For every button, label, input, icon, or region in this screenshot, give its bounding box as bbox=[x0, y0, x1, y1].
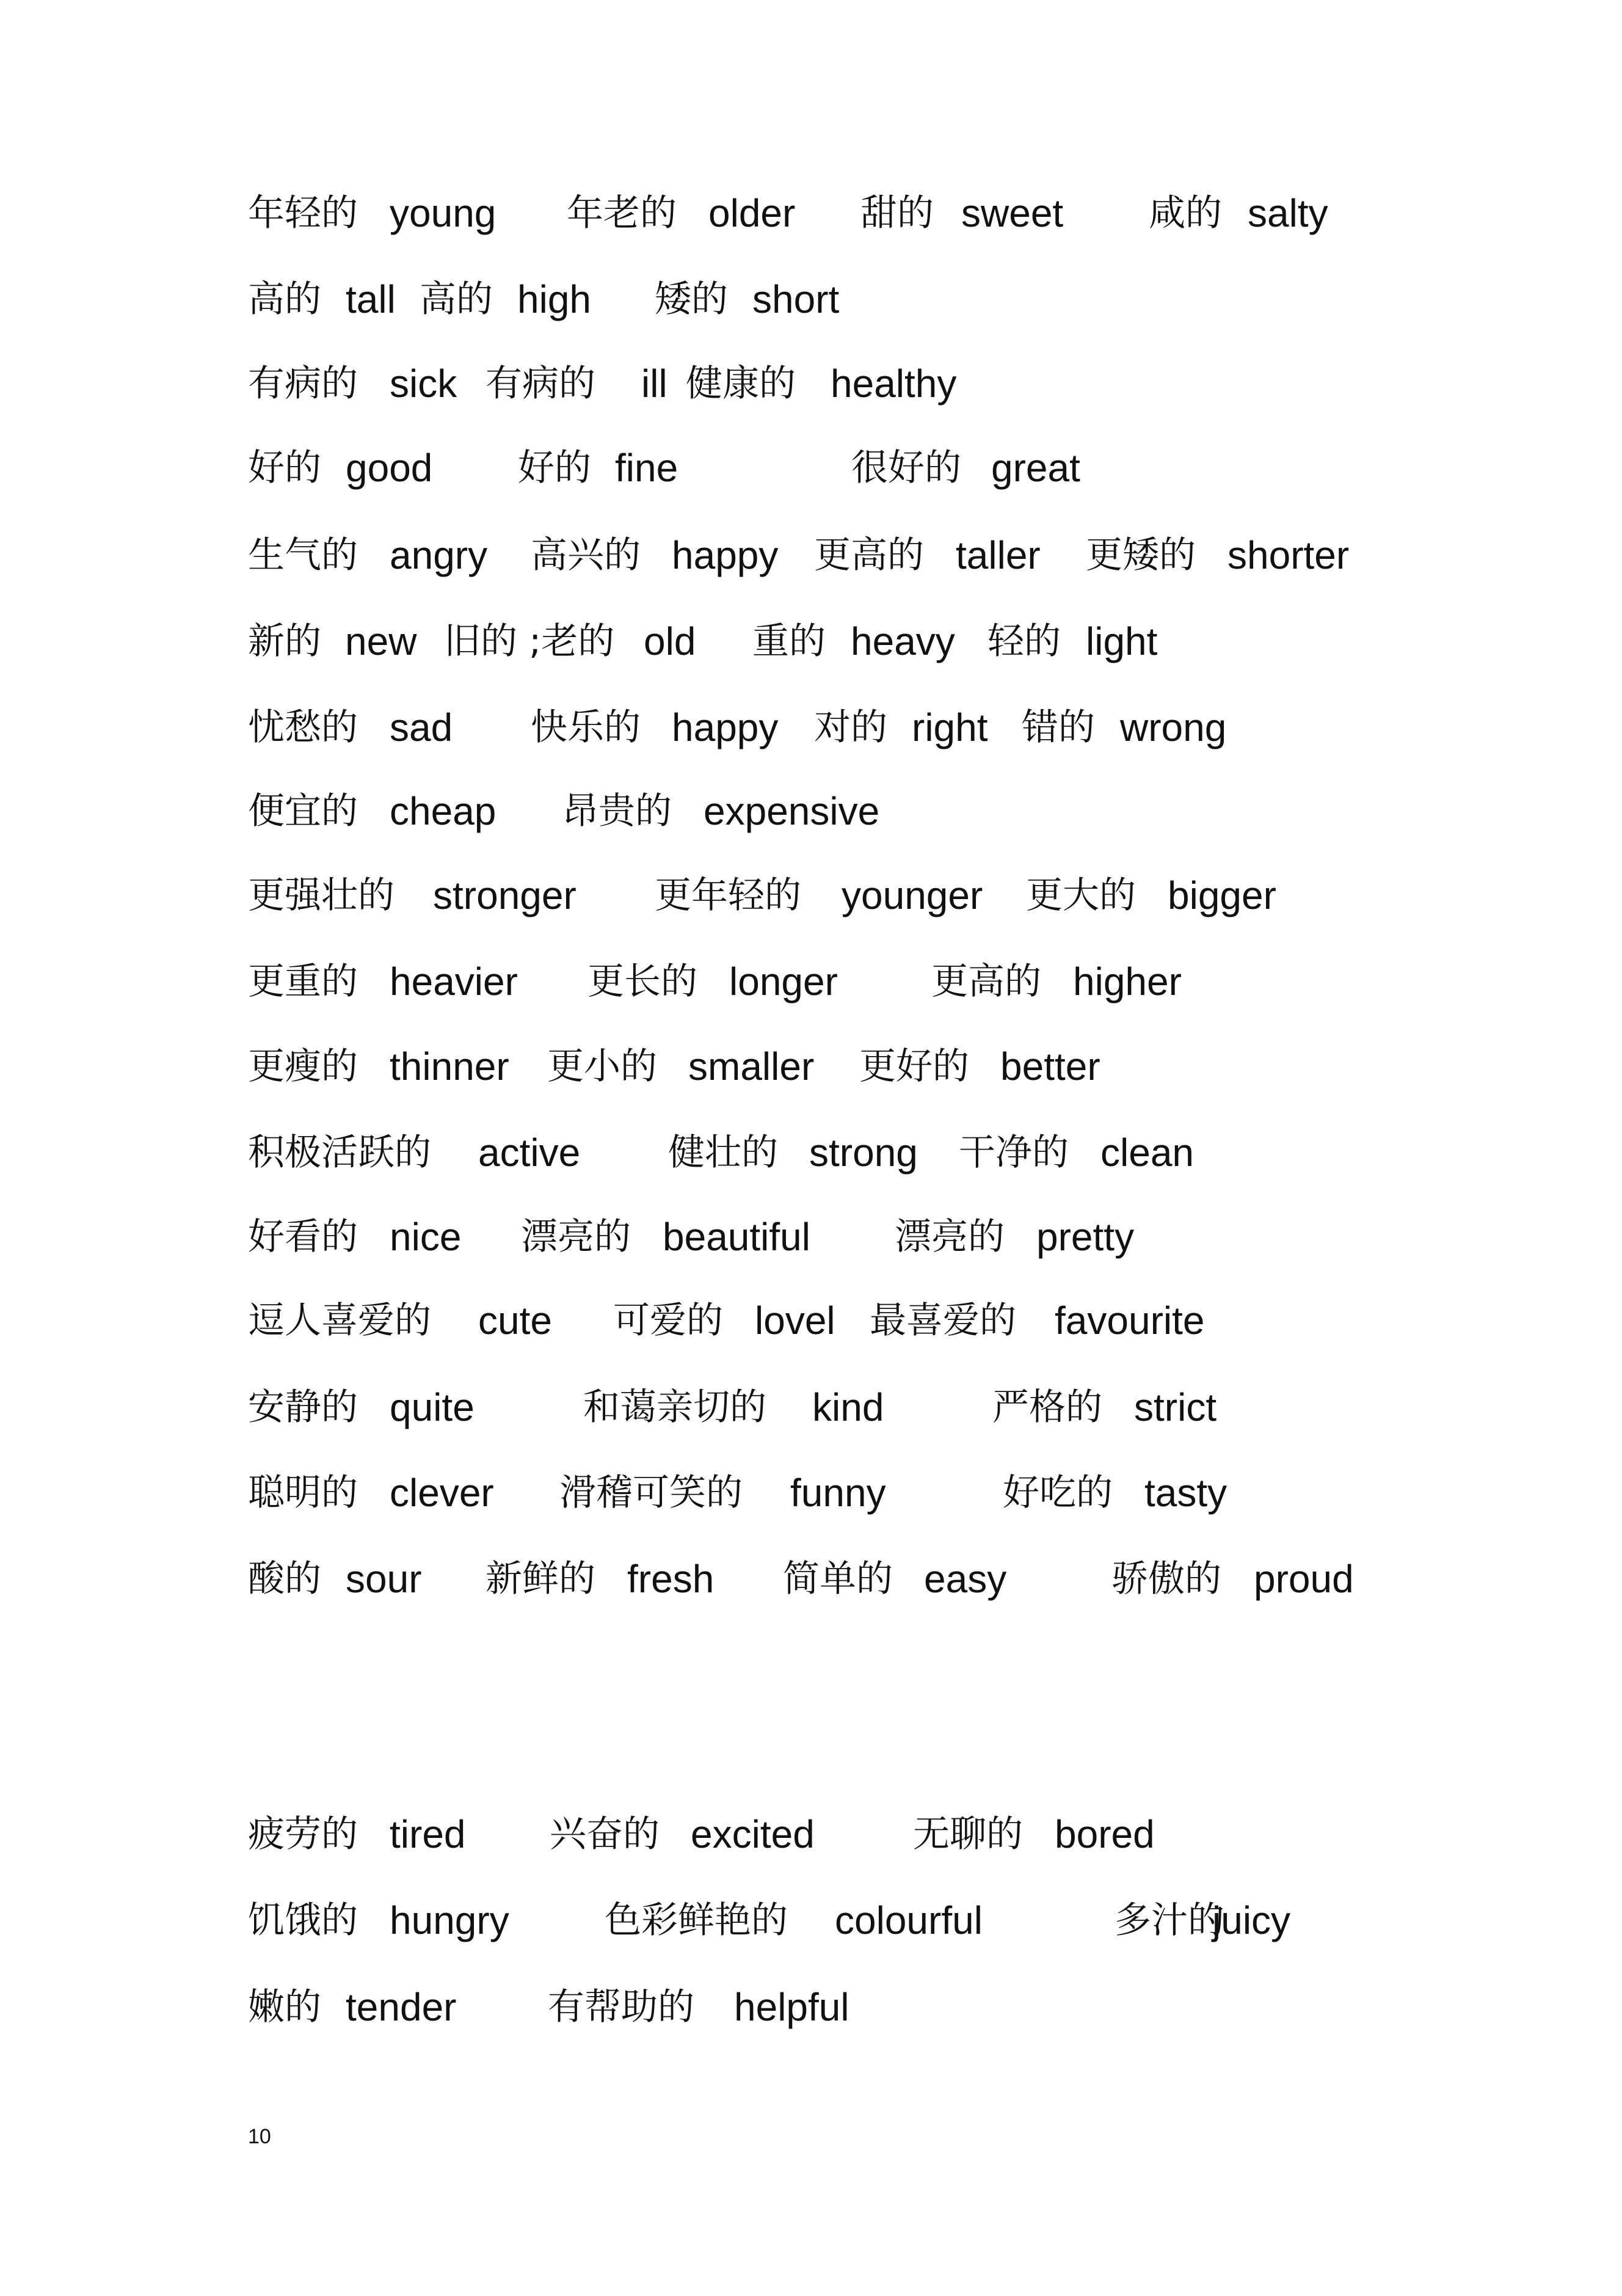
english-word: salty bbox=[1248, 191, 1328, 235]
chinese-word: 严格的 bbox=[992, 1386, 1102, 1429]
vocab-line bbox=[0, 525, 1622, 586]
chinese-word: 便宜的 bbox=[248, 790, 358, 833]
english-word: new bbox=[345, 619, 417, 663]
chinese-word: 忧愁的 bbox=[248, 706, 358, 749]
english-word: happy bbox=[672, 705, 779, 749]
chinese-word: 色彩鲜艳的 bbox=[605, 1899, 788, 1942]
chinese-word: 错的 bbox=[1022, 706, 1095, 749]
english-word: expensive bbox=[704, 789, 880, 833]
chinese-word: 无聊的 bbox=[913, 1813, 1023, 1856]
chinese-word: 重的 bbox=[752, 620, 826, 663]
chinese-word: 和蔼亲切的 bbox=[583, 1386, 766, 1429]
chinese-word: 酸的 bbox=[248, 1558, 321, 1600]
english-word: bigger bbox=[1168, 873, 1276, 917]
vocab-line bbox=[0, 1377, 1622, 1438]
vocab-line bbox=[0, 951, 1622, 1012]
vocab-line bbox=[0, 697, 1622, 758]
chinese-word: 逗人喜爱的 bbox=[248, 1299, 431, 1342]
english-word: older bbox=[708, 191, 796, 235]
chinese-word: 嫩的 bbox=[248, 1986, 321, 2028]
english-word: short bbox=[752, 277, 840, 321]
english-word: pretty bbox=[1036, 1215, 1135, 1259]
chinese-word: 好的 bbox=[518, 446, 591, 489]
english-word: bored bbox=[1055, 1812, 1155, 1856]
chinese-word: 饥饿的 bbox=[248, 1899, 358, 1942]
english-word: excited bbox=[691, 1812, 815, 1856]
chinese-word: 兴奋的 bbox=[550, 1813, 660, 1856]
chinese-word: 好吃的 bbox=[1003, 1471, 1113, 1514]
english-word: fine bbox=[615, 446, 678, 490]
vocab-line bbox=[0, 1462, 1622, 1523]
chinese-word: 漂亮的 bbox=[521, 1215, 631, 1258]
english-word: fresh bbox=[627, 1557, 715, 1601]
english-word: proud bbox=[1254, 1557, 1354, 1601]
english-word: nice bbox=[390, 1215, 462, 1259]
chinese-word: 快乐的 bbox=[531, 706, 641, 749]
english-word: better bbox=[1000, 1044, 1100, 1088]
chinese-word: 滑稽可笑的 bbox=[559, 1471, 743, 1514]
chinese-word: 新鲜的 bbox=[486, 1558, 595, 1600]
vocab-line bbox=[0, 1036, 1622, 1097]
chinese-word: 好的 bbox=[248, 446, 321, 489]
vocab-line bbox=[0, 437, 1622, 498]
chinese-word: 更小的 bbox=[547, 1045, 657, 1088]
english-word: kind bbox=[812, 1385, 884, 1429]
english-word: young bbox=[390, 191, 496, 235]
chinese-word: 骄傲的 bbox=[1111, 1558, 1221, 1600]
english-word: cheap bbox=[390, 789, 496, 833]
english-word: easy bbox=[924, 1557, 1007, 1601]
english-word: sick bbox=[390, 362, 457, 406]
english-word: high bbox=[517, 277, 591, 321]
vocab-line bbox=[0, 1890, 1622, 1951]
english-word: great bbox=[991, 446, 1080, 490]
chinese-word: 干净的 bbox=[959, 1131, 1069, 1174]
english-word: cute bbox=[478, 1299, 552, 1343]
english-word: heavier bbox=[390, 960, 518, 1004]
english-word: tired bbox=[390, 1812, 466, 1856]
english-word: sweet bbox=[961, 191, 1064, 235]
chinese-word: 新的 bbox=[248, 620, 321, 663]
chinese-word: 高的 bbox=[420, 278, 493, 321]
english-word: funny bbox=[790, 1471, 886, 1515]
chinese-word: 更长的 bbox=[587, 960, 697, 1003]
english-word: quite bbox=[390, 1385, 475, 1429]
english-word: strong bbox=[809, 1131, 918, 1175]
chinese-word: 很好的 bbox=[851, 446, 961, 489]
chinese-word: 更高的 bbox=[931, 960, 1041, 1003]
english-word: sour bbox=[346, 1557, 422, 1601]
english-word: old bbox=[644, 619, 696, 663]
english-word: good bbox=[346, 446, 433, 490]
chinese-word: 有病的 bbox=[486, 362, 595, 405]
english-word: ill bbox=[641, 362, 667, 406]
vocab-line bbox=[0, 611, 1622, 672]
chinese-word: 甜的 bbox=[860, 192, 934, 235]
vocab-line bbox=[0, 781, 1622, 842]
chinese-word: 健康的 bbox=[686, 362, 796, 405]
chinese-word: 疲劳的 bbox=[248, 1813, 358, 1856]
vocab-line bbox=[0, 1804, 1622, 1865]
chinese-word: 好看的 bbox=[248, 1215, 358, 1258]
chinese-word: 矮的 bbox=[655, 278, 728, 321]
chinese-word: 聪明的 bbox=[248, 1471, 358, 1514]
english-word: clever bbox=[390, 1471, 494, 1515]
page-number: 10 bbox=[248, 2125, 271, 2148]
english-word: right bbox=[912, 705, 988, 749]
english-word: tall bbox=[346, 277, 396, 321]
chinese-word: 有帮助的 bbox=[548, 1986, 694, 2028]
vocab-line bbox=[0, 1548, 1622, 1609]
english-word: angry bbox=[390, 533, 488, 577]
chinese-word: 生气的 bbox=[248, 534, 358, 577]
english-word: hungry bbox=[390, 1898, 509, 1942]
chinese-word: 更瘦的 bbox=[248, 1045, 358, 1088]
english-word: tender bbox=[346, 1985, 457, 2029]
english-word: clean bbox=[1100, 1131, 1194, 1175]
vocab-line bbox=[0, 865, 1622, 926]
english-word: tasty bbox=[1144, 1471, 1227, 1515]
english-word: favourite bbox=[1055, 1299, 1205, 1343]
english-word: higher bbox=[1073, 960, 1182, 1004]
vocab-line bbox=[0, 1977, 1622, 2038]
chinese-word: 更强壮的 bbox=[248, 874, 395, 917]
chinese-word: 多汁的 bbox=[1115, 1899, 1224, 1942]
chinese-word: 安静的 bbox=[248, 1386, 358, 1429]
chinese-word: 年轻的 bbox=[248, 192, 358, 235]
english-word: active bbox=[478, 1131, 581, 1175]
vocab-line bbox=[0, 1122, 1622, 1183]
chinese-word: 高的 bbox=[248, 278, 321, 321]
english-word: happy bbox=[672, 533, 779, 577]
english-word: thinner bbox=[390, 1044, 509, 1088]
vocab-line bbox=[0, 1290, 1622, 1351]
chinese-word: 有病的 bbox=[248, 362, 358, 405]
english-word: heavy bbox=[851, 619, 955, 663]
chinese-word: 咸的 bbox=[1149, 192, 1222, 235]
vocab-line bbox=[0, 183, 1622, 244]
english-word: sad bbox=[390, 705, 453, 749]
chinese-word: 高兴的 bbox=[531, 534, 641, 577]
chinese-word: 昂贵的 bbox=[562, 790, 672, 833]
english-word: helpful bbox=[734, 1985, 849, 2029]
english-word: colourful bbox=[835, 1898, 983, 1942]
chinese-word: 漂亮的 bbox=[895, 1215, 1005, 1258]
chinese-word: 轻的 bbox=[987, 620, 1061, 663]
english-word: light bbox=[1086, 619, 1158, 663]
chinese-word: 更大的 bbox=[1026, 874, 1136, 917]
english-word: longer bbox=[729, 960, 838, 1004]
chinese-word: 可爱的 bbox=[613, 1299, 723, 1342]
english-word: lovel bbox=[755, 1299, 835, 1343]
chinese-word: 年老的 bbox=[567, 192, 677, 235]
vocab-line bbox=[0, 1206, 1622, 1267]
chinese-word: 更年轻的 bbox=[655, 874, 801, 917]
english-word: taller bbox=[956, 533, 1041, 577]
english-word: shorter bbox=[1227, 533, 1350, 577]
english-word: juicy bbox=[1212, 1898, 1291, 1942]
chinese-word: 旧的 ;老的 bbox=[444, 620, 615, 663]
chinese-word: 对的 bbox=[814, 706, 887, 749]
english-word: wrong bbox=[1120, 705, 1227, 749]
english-word: strict bbox=[1134, 1385, 1217, 1429]
chinese-word: 积极活跃的 bbox=[248, 1131, 431, 1174]
chinese-word: 简单的 bbox=[783, 1558, 893, 1600]
chinese-word: 更重的 bbox=[248, 960, 358, 1003]
chinese-word: 更矮的 bbox=[1086, 534, 1196, 577]
chinese-word: 更高的 bbox=[814, 534, 924, 577]
chinese-word: 健壮的 bbox=[668, 1131, 778, 1174]
vocab-line bbox=[0, 353, 1622, 414]
english-word: healthy bbox=[831, 362, 957, 406]
vocab-line bbox=[0, 269, 1622, 330]
chinese-word: 更好的 bbox=[859, 1045, 969, 1088]
english-word: younger bbox=[842, 873, 983, 917]
chinese-word: 最喜爱的 bbox=[870, 1299, 1016, 1342]
english-word: stronger bbox=[433, 873, 576, 917]
english-word: smaller bbox=[688, 1044, 815, 1088]
english-word: beautiful bbox=[663, 1215, 810, 1259]
